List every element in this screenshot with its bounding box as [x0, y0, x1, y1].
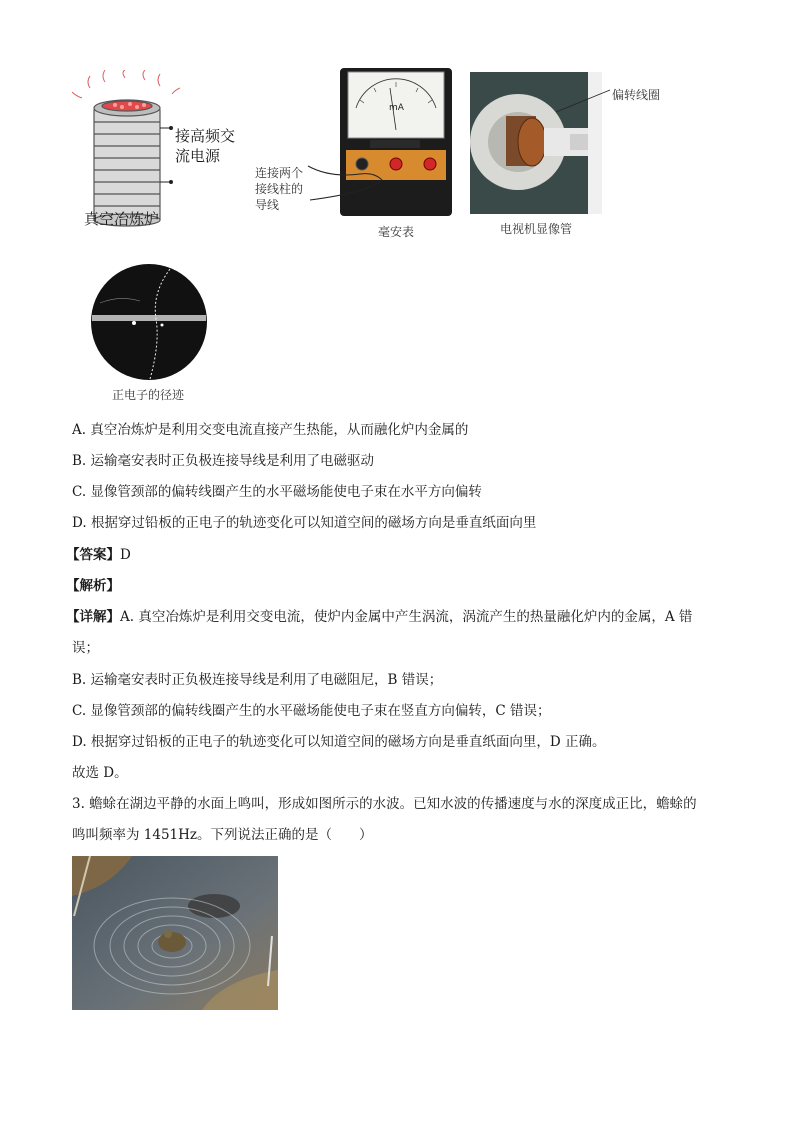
ammeter-label-line3: 导线 [255, 198, 280, 212]
question-3-line-1: 3. 蟾蜍在湖边平静的水面上鸣叫，形成如图所示的水波。已知水波的传播速度与水的深度成正比，蟾蜍的 [72, 796, 697, 812]
positron-caption: 正电子的径迹 [112, 388, 185, 402]
question-3-line-2: 鸣叫频率为 1451Hz。下列说法正确的是（ ） [72, 827, 373, 843]
detail-line-4: C. 显像管颈部的偏转线圈产生的水平磁场能使电子束在竖直方向偏转，C 错误； [72, 703, 551, 719]
crt-caption: 电视机显像管 [500, 222, 573, 236]
answer-line [66, 545, 131, 565]
option-b-text: 运输毫安表时正负极连接导线是利用了电磁驱动 [90, 453, 375, 469]
detail-label: 【详解】 [66, 609, 120, 625]
ammeter-label-line2: 接线柱的 [255, 182, 304, 196]
option-a-text: 真空冶炼炉是利用交变电流直接产生热能，从而融化炉内金属的 [90, 422, 469, 438]
analysis-label: 【解析】 [66, 578, 120, 594]
detail-line-1 [66, 607, 692, 627]
option-b-letter: B. [72, 453, 87, 469]
option-b [72, 451, 374, 471]
furnace-caption: 真空冶炼炉 [84, 210, 160, 228]
option-d-letter: D. [72, 515, 87, 531]
furnace-illustration [70, 70, 260, 230]
ammeter-label-line1: 连接两个 [255, 166, 304, 180]
option-d-text: 根据穿过铅板的正电子的轨迹变化可以知道空间的磁场方向是垂直纸面向里 [90, 515, 537, 531]
ammeter-wire [290, 148, 400, 208]
positron-figure [90, 263, 208, 381]
option-a [72, 420, 468, 440]
detail-line-3: B. 运输毫安表时正负极连接导线是利用了电磁阻尼，B 错误； [72, 672, 443, 688]
detail-line-5: D. 根据穿过铅板的正电子的轨迹变化可以知道空间的磁场方向是垂直纸面向里，D 正确。 [72, 734, 606, 750]
crt-coil-label: 偏转线圈 [612, 88, 661, 102]
detail-text-1: A. 真空冶炼炉是利用交变电流，使炉内金属中产生涡流，涡流产生的热量融化炉内的金属，A 错 [120, 609, 693, 625]
option-c [72, 482, 482, 502]
option-c-text: 显像管颈部的偏转线圈产生的水平磁场能使电子束在水平方向偏转 [90, 484, 482, 500]
frog-water-wave-photo-icon [72, 856, 278, 1010]
positron-track-photo [90, 263, 208, 381]
furnace-label-line1: 接高频交 [175, 127, 236, 145]
detail-line-6: 故选 D。 [72, 765, 128, 781]
frog-photo [72, 856, 278, 1010]
ammeter-unit: mA [389, 103, 404, 113]
option-d [72, 513, 536, 533]
detail-line-2: 误； [72, 640, 99, 656]
option-a-letter: A. [72, 422, 87, 438]
answer-label: 【答案】 [66, 547, 120, 563]
answer-value: D [120, 547, 131, 563]
ammeter-caption: 毫安表 [378, 225, 415, 239]
furnace-figure [70, 70, 260, 230]
furnace-label-line2: 流电源 [175, 147, 221, 165]
option-c-letter: C. [72, 484, 87, 500]
